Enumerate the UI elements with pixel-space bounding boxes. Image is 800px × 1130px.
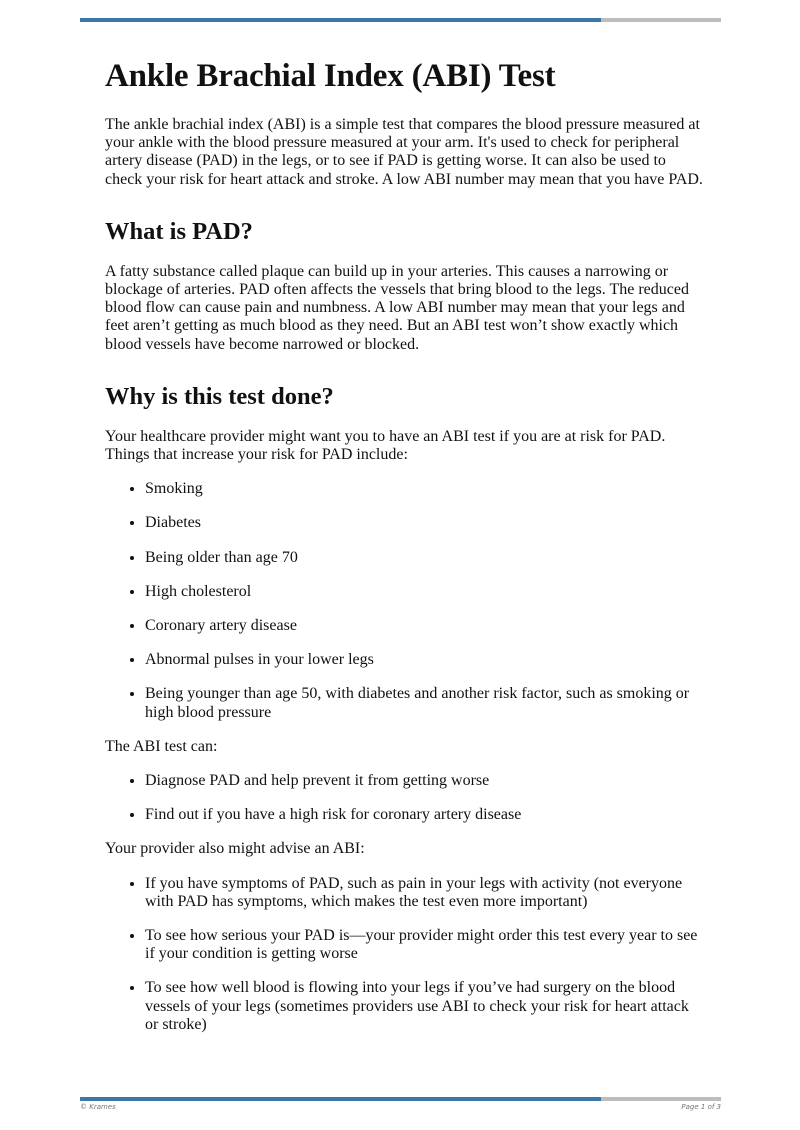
page-footer [80,1103,721,1111]
advise-lead: Your provider also might advise an ABI: [105,840,365,858]
list-item: • To see how well blood is flowing into your legs if you’ve had surgery on the blood vessels of your legs (sometimes providers use ABI to check your risk for heart attack or stroke) [145,979,705,1034]
advise-list [105,875,705,1034]
list-item: • To see how serious your PAD is—your provider might order this test every year to see if your condition is getting worse [145,927,705,963]
list-item: • Being older than age 70 [145,549,705,567]
header-rule [80,18,721,22]
copyright: © Krames [80,1103,116,1111]
list-item: • If you have symptoms of PAD, such as pain in your legs with activity (not everyone with PAD has symptoms, which makes the test even more important) [145,875,705,911]
header-rule-accent [80,18,601,22]
list-item: • Diagnose PAD and help prevent it from getting worse [145,772,705,790]
risk-factor-list [105,480,705,722]
list-item: • Coronary artery disease [145,617,705,635]
what-is-pad-paragraph: A fatty substance called plaque can build up in your arteries. This causes a narrowing or blockage of arteries. PAD often affects the vessels that bring blood to the legs. The reduced blood flow can cause pain and numbness. A low ABI number may mean that your legs and feet aren’t getting as much blood as they need. But an ABI test won’t show exactly which blood vessels have become narrowed or blocked. [105,262,689,353]
page-title: Ankle Brachial Index (ABI) Test [105,58,556,94]
footer-rule [80,1097,721,1101]
list-item: • Abnormal pulses in your lower legs [145,651,705,669]
abi-can-lead: The ABI test can: [105,737,218,755]
footer-rule-track [601,1097,721,1101]
intro-paragraph: The ankle brachial index (ABI) is a simple test that compares the blood pressure measured at your ankle with the blood pressure measured at your arm. It's used to check for peripheral artery disease (PAD) in the legs, or to see if PAD is getting worse. It can also be used to check your risk for heart attack and stroke. A low ABI number may mean that you have PAD. [105,116,703,188]
page-number: Page 1 of 3 [681,1103,721,1111]
list-item: • High cholesterol [145,583,705,601]
article [105,56,705,1050]
header-rule-track [601,18,721,22]
list-item: • Being younger than age 50, with diabetes and another risk factor, such as smoking or high blood pressure [145,685,705,721]
section-heading-what-is-pad: What is PAD? [105,217,253,245]
why-test-paragraph: Your healthcare provider might want you to have an ABI test if you are at risk for PAD. Things that increase your risk for PAD include: [105,427,666,464]
abi-can-list [105,772,705,824]
section-heading-why-test: Why is this test done? [105,382,334,410]
list-item: • Smoking [145,480,705,498]
list-item: • Find out if you have a high risk for coronary artery disease [145,806,705,824]
footer-rule-accent [80,1097,601,1101]
list-item: • Diabetes [145,514,705,532]
